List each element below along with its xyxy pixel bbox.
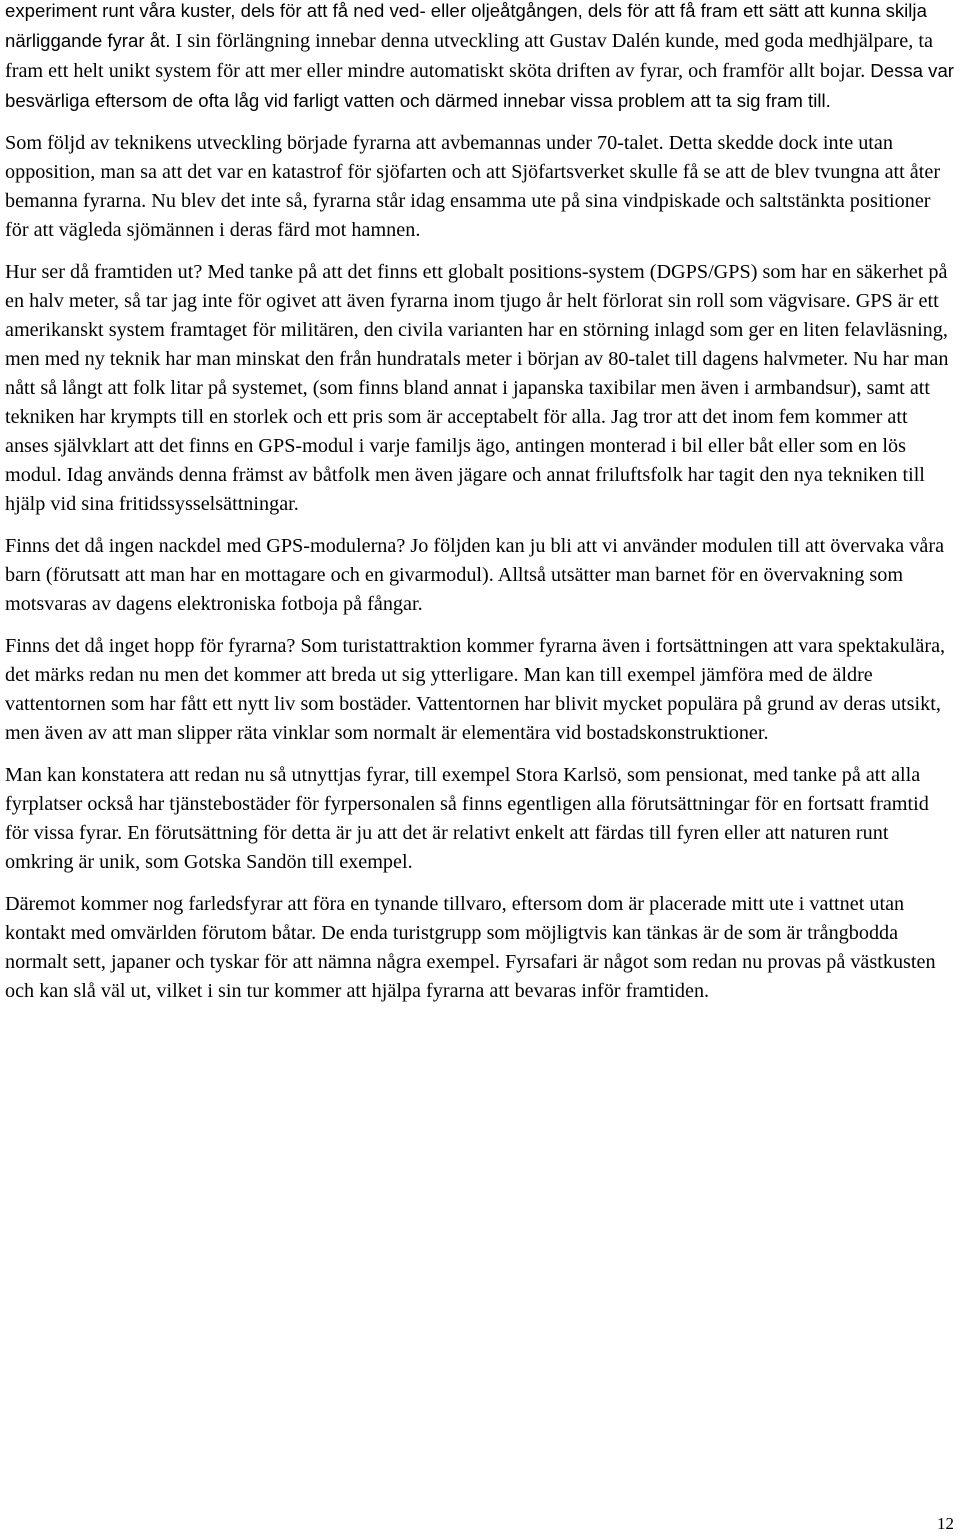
text-run: Som följd av teknikens utveckling började fyrarna att avbemannas under 70-talet. Detta skedde dock inte utan opposition, man sa att det var en katastrof för sjöfarten och att Sjöfartsverket skulle få se att de blev tvungna att åter bemanna fyrarna. Nu blev det inte så, fyrarna står idag ensamma ute på sina vindpiskade och saltstänkta positioner för att vägleda sjömännen i deras färd mot hamnen. — [5, 132, 941, 241]
text-run: Dessa var besvärliga eftersom de ofta låg vid farligt vatten och därmed innebar vissa problem att ta sig fram till. — [5, 60, 954, 111]
text-run: I sin förlängning innebar denna utveckling att Gustav Dalén kunde, med goda medhjälpare, ta fram ett helt unikt system för att mer eller mindre automatiskt sköta driften av fyrar, och framför allt bojar. — [5, 30, 933, 82]
text-run: Finns det då ingen nackdel med GPS-modulerna? Jo följden kan ju bli att vi använder modulen till att övervaka våra barn (förutsatt att man har en mottagare och en givarmodul). Alltså utsätter man barnet för en övervakning som motsvaras av dagens elektroniska fotboja på fångar. — [5, 535, 945, 615]
paragraph-7 — [5, 890, 955, 1006]
paragraph-5 — [5, 632, 955, 748]
paragraph-1 — [5, 0, 955, 116]
page-number: 12 — [937, 1514, 954, 1533]
text-run: Hur ser då framtiden ut? Med tanke på att det finns ett globalt positions-system (DGPS/GPS) som har en säkerhet på en halv meter, så tar jag inte för ogivet att även fyrarna inom tjugo år helt förlorat sin roll som vägvisare. GPS är ett amerikanskt system framtaget för militären, den civila varianten har en störning inlagd som ger en liten felavläsning, men med ny teknik har man minskat den från hundratals meter i början av 80-talet till dagens halvmeter. Nu har man nått så långt att folk litar på systemet, (som finns bland annat i japanska taxibilar men även i armbandsur), samt att tekniken har krympts till en storlek och ett pris som är acceptabelt för alla. Jag tror att det inom fem kommer att anses självklart att det finns en GPS-modul i varje familjs ägo, antingen monterad i bil eller båt eller som en lös modul. Idag används denna främst av båtfolk men även jägare och annat friluftsfolk har tagit den nya tekniken till hjälp vid sina fritidssysselsättningar. — [5, 261, 949, 515]
paragraph-3 — [5, 258, 955, 519]
paragraph-6 — [5, 761, 955, 877]
text-run: Man kan konstatera att redan nu så utnyttjas fyrar, till exempel Stora Karlsö, som pensionat, med tanke på att alla fyrplatser också har tjänstebostäder för fyrpersonalen så finns egentligen alla förutsättningar för en fortsatt framtid för vissa fyrar. En förutsättning för detta är ju att det är relativt enkelt att färdas till fyren eller att naturen runt omkring är unik, som Gotska Sandön till exempel. — [5, 764, 929, 873]
document-page — [5, 0, 955, 1019]
paragraph-4 — [5, 532, 955, 619]
paragraph-2 — [5, 129, 955, 245]
text-run: Däremot kommer nog farledsfyrar att föra en tynande tillvaro, eftersom dom är placerade mitt ute i vattnet utan kontakt med omvärlden förutom båtar. De enda turistgrupp som möjligtvis kan tänkas är de som är trångbodda normalt sett, japaner och tyskar för att nämna några exempel. Fyrsafari är något som redan nu provas på västkusten och kan slå väl ut, vilket i sin tur kommer att hjälpa fyrarna att bevaras inför framtiden. — [5, 893, 936, 1002]
text-run: Finns det då inget hopp för fyrarna? Som turistattraktion kommer fyrarna även i fortsättningen att vara spektakulära, det märks redan nu men det kommer att breda ut sig ytterligare. Man kan till exempel jämföra med de äldre vattentornen som har fått ett nytt liv som bostäder. Vattentornen har blivit mycket populära på grund av deras utsikt, men även av att man slipper räta vinklar som normalt är elementära vid bostadskonstruktioner. — [5, 635, 946, 744]
text-run: experiment runt våra kuster, dels för att få ned ved- eller oljeåtgången, dels för att få fram ett sätt att kunna skilja närliggande fyrar åt. — [5, 0, 927, 51]
